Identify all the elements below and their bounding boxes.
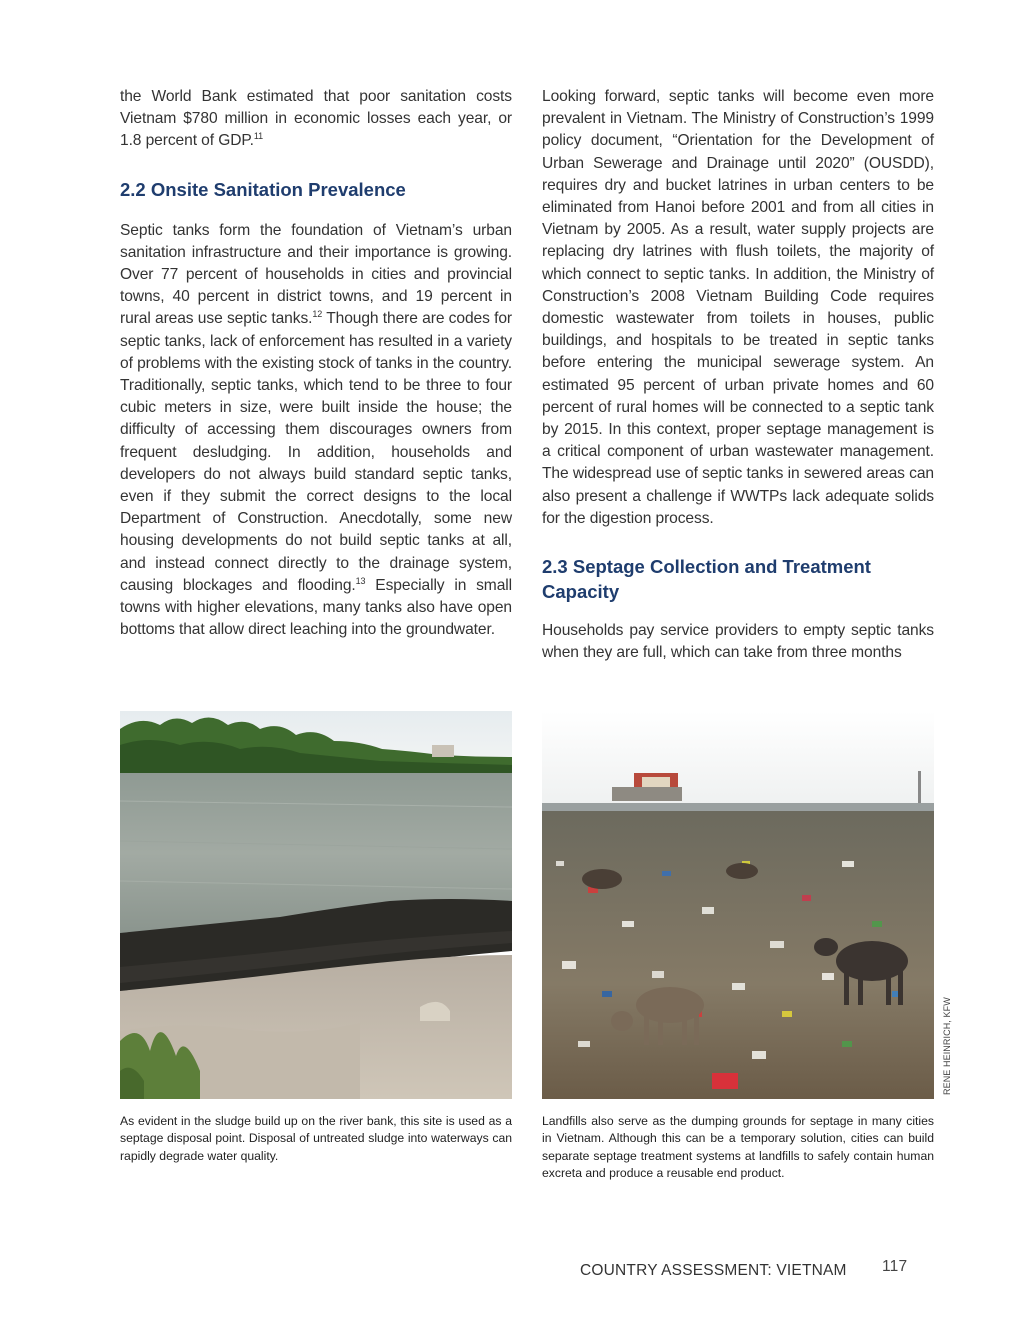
- paragraph-gdp: the World Bank estimated that poor sanitation costs Vietnam $780 million in economic losses each year, or 1.8 percent of GDP.$^{11}$: [120, 88, 512, 150]
- paragraph-septic-tanks: Septic tanks form the foundation of Vietnam’s urban sanitation infrastructure and their importance is growing. Over 77 percent of households in cities and provincial towns, 40 percent in district towns, and 19 percent in rural areas use septic tanks.$^{12}$ Though there are codes for septic tanks, lack of enforcement has resulted in a variety of problems with the existing stock of tanks in the country. Traditionally, septic tanks, which tend to be three to four cubic meters in size, were built inside the house; the difficulty of accessing them discourages owners from frequent desludging. In addition, households and developers do not always build standard septic tanks, even if they submit the correct designs to the local Department of Construction. Anecdotally, some new housing developments do not build septic tanks at all, and instead connect directly to the drainage system, causing blockages and flooding.$^{13}$ Especially in small towns with higher elevations, many tanks also have open bottoms that allow direct leaching into the groundwater.: [120, 221, 512, 639]
- landfill-image: [542, 711, 934, 1099]
- caption-river-sludge: As evident in the sludge build up on the river bank, this site is used as a septage disposal point. Disposal of untreated sludge into waterways can rapidly degrade water quality.: [120, 1114, 512, 1163]
- heading-septage-collection: 2.3 Septage Collection and Treatment Capacity: [542, 556, 871, 603]
- page-number: 117: [882, 1258, 908, 1275]
- left-column: [120, 86, 512, 641]
- river-sludge-image: [120, 711, 512, 1099]
- page-footer: [580, 1258, 908, 1280]
- caption-landfill: Landfills also serve as the dumping grounds for septage in many cities in Vietnam. Although this can be a temporary solution, cities can build separate septage treatment systems at landfills to safely contain human excreta and produce a reusable end product.: [542, 1114, 934, 1181]
- river-sludge-photo: [120, 711, 512, 1099]
- photo-credit: RENE HEINRICH, KFW: [942, 997, 952, 1095]
- footnote-11: 11: [253, 131, 264, 142]
- right-column: [542, 86, 934, 664]
- footer-title: COUNTRY ASSESSMENT: VIETNAM: [580, 1262, 847, 1279]
- heading-onsite-sanitation: 2.2 Onsite Sanitation Prevalence: [120, 178, 406, 200]
- paragraph-looking-forward: Looking forward, septic tanks will become even more prevalent in Vietnam. The Ministry of Construction’s 1999 policy document, “Orientation for the Development of Urban Sewerage and Drainage until 2020” (OUSDD), requires dry and bucket latrines in urban centers to be eliminated from Hanoi before 2001 and from all cities in Vietnam by 2005. As a result, water supply projects are replacing dry latrines with flush toilets, the majority of which connect to septic tanks. In addition, the Ministry of Construction’s 2008 Vietnam Building Code requires domestic wastewater from toilets in houses, public buildings, and hospitals to be treated in septic tanks before entering the municipal sewerage system. An estimated 95 percent of urban private homes and 60 percent of rural homes will be connected to a septic tank by 2015. In this context, proper septage management is a critical component of urban wastewater management. The widespread use of septic tanks in sewered areas can also present a challenge if WWTPs lack adequate solids for the digestion process.: [542, 88, 934, 527]
- footnote-12: 12: [312, 309, 323, 320]
- footnote-13: 13: [355, 575, 366, 586]
- paragraph-households-pay: Households pay service providers to empty septic tanks when they are full, which can take from three months: [542, 622, 934, 662]
- landfill-photo: [542, 711, 934, 1099]
